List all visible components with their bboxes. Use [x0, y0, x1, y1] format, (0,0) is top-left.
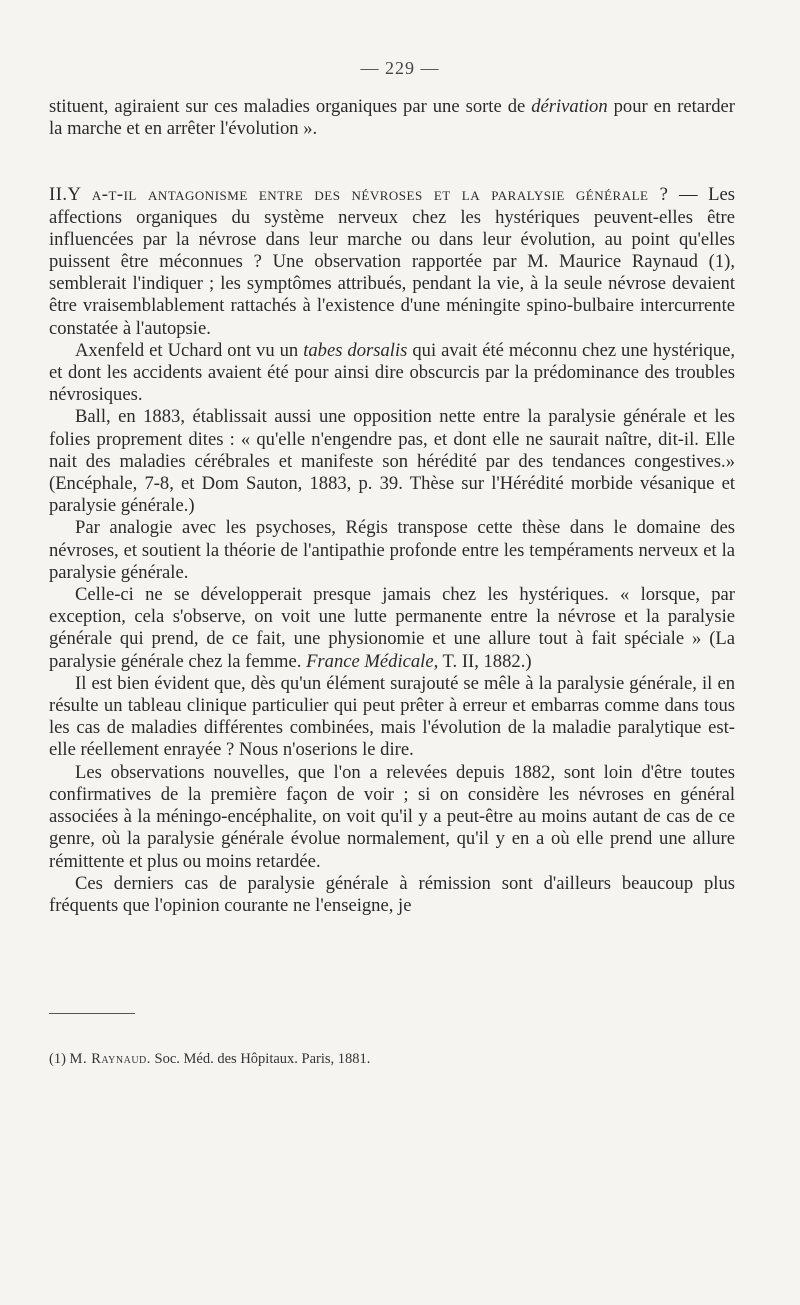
paragraph [49, 340, 735, 407]
italic-term: tabes dorsalis [303, 339, 408, 361]
footnote-text: Soc. Méd. des Hôpitaux. Paris, 1881. [150, 1051, 371, 1067]
paragraph [49, 873, 735, 917]
body-text [49, 96, 735, 917]
paragraph-text: qui avait été méconnu chez une hystérique, et dont les accidents avaient été pour ainsi dire obscurcis par la prédominance des troubles névrosiques. [49, 339, 735, 406]
footnote-divider [49, 1013, 135, 1014]
paragraph-text: T. II, 1882.) [438, 650, 532, 672]
paragraph-text: Par analogie avec les psychoses, Régis transpose cette thèse dans le domaine des névroses, et soutient la théorie de l'antipathie profonde entre les tempéraments nerveux et la paralysie générale. [49, 517, 735, 583]
paragraph-text: stituent, agiraient sur ces maladies organiques par une sorte de [49, 96, 532, 117]
footnote-marker: (1) [49, 1051, 70, 1067]
paragraph [49, 673, 735, 762]
paragraph-continuation [49, 96, 735, 140]
paragraph-text: Ces derniers cas de paralysie générale à rémission sont d'ailleurs beaucoup plus fréquents que l'opinion courante ne l'enseigne, je [49, 872, 735, 916]
paragraph-text: Il est bien évident que, dès qu'un élément surajouté se mêle à la paralysie générale, il en résulte un tableau clinique particulier qui peut prêter à erreur et embarras comme dans tous les cas de maladies différentes combinées, mais l'évolution de la maladie paralytique est-elle réellement enrayée ? Nous n'oserions le dire. [49, 672, 735, 761]
italic-citation: France Médicale, [306, 650, 439, 672]
paragraph-text: Ball, en 1883, établissait aussi une opposition nette entre la paralysie générale et les folies proprement dites : « qu'elle n'engendre pas, et dont elle ne saurait naître, dit-il. Elle nait des maladies cérébrales et manifeste son hérédité par des tendances congestives.» (Encéphale, 7-8, et Dom Sauton, 1883, p. 39. Thèse sur l'Hérédité morbide vésanique et paralysie générale.) [49, 406, 735, 517]
footnote [49, 1050, 735, 1068]
paragraph-text: — Les affections organiques du système nerveux chez les hystériques peuvent-elles être influencées par la névrose dans leur marche ou dans leur évolution, au point qu'elles puissent être méconnues ? Une observation rapportée par M. Maurice Raynaud (1), semblerait l'indiquer ; les symptômes attribués, pendant la vie, à la seule névrose devaient être vraisemblablement rattachés à l'existence d'une méningite spino-bulbaire intercurrente constatée à l'autopsie. [49, 184, 735, 339]
italic-term: dérivation [531, 96, 608, 117]
paragraph [49, 584, 735, 673]
section-heading: II.Y a-t-il antagonisme entre des névroses et la paralysie générale ? [49, 184, 669, 206]
page-number: — 229 — [360, 58, 440, 78]
paragraph-text: Celle-ci ne se développerait presque jamais chez les hystériques. « lorsque, par exception, cela s'observe, on voit une lutte permanente entre la névrose et la paralysie générale qui prend, de ce fait, une physionomie et une allure tout à fait spéciale » (La paralysie générale chez la femme. [49, 584, 735, 672]
paragraph-text: Axenfeld et Uchard ont vu un [75, 339, 304, 361]
paragraph-text: Les observations nouvelles, que l'on a relevées depuis 1882, sont loin d'être toutes confirmatives de la première façon de voir ; si on considère les névroses en général associées à la méningo-encéphalite, on voit qu'il y a peut-être au moins autant de cas de ce genre, où la paralysie générale évolue normalement, qu'il y en a où elle prend une allure rémittente et plus ou moins retardée. [49, 761, 735, 872]
paragraph [49, 762, 735, 873]
footnote-author: M. Raynaud. [69, 1051, 151, 1067]
paragraph [49, 406, 735, 517]
paragraph [49, 517, 735, 584]
section-paragraph [49, 184, 735, 339]
paragraph-text: pour en retarder la marche et en arrêter l'évolution ». [49, 96, 735, 140]
